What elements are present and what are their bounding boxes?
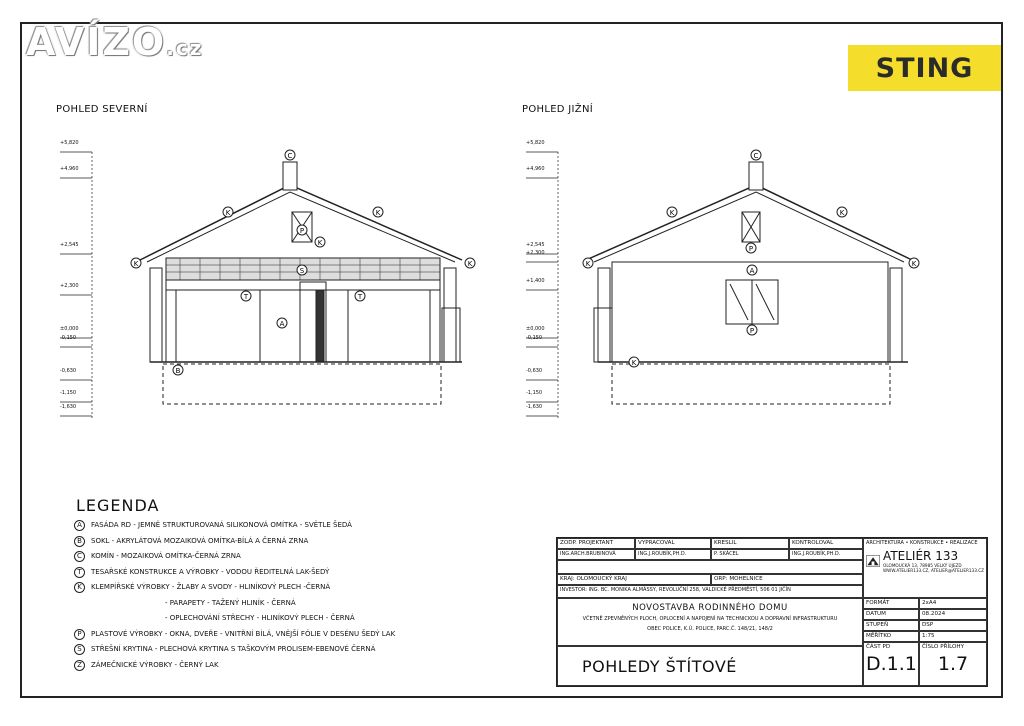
svg-text:K: K — [317, 239, 323, 247]
studio-logo-icon — [866, 548, 880, 574]
legend-item: S STŘEŠNÍ KRYTINA - PLECHOVÁ KRYTINA S TAŠKOVÝM PROLISEM-EBENOVÉ ČERNÁ — [74, 642, 395, 658]
legend-symbol: A — [74, 520, 85, 531]
svg-text:B: B — [175, 367, 181, 375]
studio-stamp: ARCHITEKTURA • KONSTRUKCE • REALIZACE ATELIÉR 133 OLOMOUCKÁ 13, 78985 VELKÝ ÚJEZD WWW.ATELIER133.CZ, ATELIER@ATELIER133.CZ — [863, 538, 987, 598]
view-title-south: POHLED JIŽNÍ — [522, 104, 593, 115]
svg-text:K: K — [631, 359, 637, 367]
svg-text:K: K — [133, 260, 139, 268]
legend-item: C KOMÍN - MOZAIKOVÁ OMÍTKA-ČERNÁ ZRNA — [74, 549, 395, 565]
legend-symbol: P — [74, 629, 85, 640]
svg-text:K: K — [585, 260, 591, 268]
sheet-name: POHLEDY ŠTÍTOVÉ — [557, 646, 863, 686]
svg-text:T: T — [243, 293, 249, 301]
svg-text:A: A — [749, 267, 755, 275]
svg-text:K: K — [375, 209, 381, 217]
title-block: ZODP. PROJEKTANT VYPRACOVAL KRESLIL KONTROLOVAL ING.ARCH.BRUBINOVÁ ING.J.ROUBÍK,PH.D. P. SKÁCEL ING.J.ROUBÍK,PH.D. KRAJ: OLOMOUCKÝ KRAJ ORP: MOHELNICE INVESTOR: ING. BC. MONIKA ALMÁSSY, REVOLUČNÍ 258, VALDICKÉ PŘEDMĚSTÍ, 506 01 JIČÍN NOVOSTAVBA RODINNÉHO DOMU VČETNĚ ZPEVNĚNÝCH PLOCH, OPLOCENÍ A NAPOJENÍ NA TECHNICKOU A DOPRAVNÍ INFRASTRUKTURU OBEC POLICE, K.Ú. POLICE, PARC.Č. 148/21, 148/2 POHLEDY ŠTÍTOVÉ ARCHITEKTURA • KONSTRUKCE • REALIZACE ATELIÉR 133 OLOMOUCKÁ 13, 78985 VELKÝ ÚJEZD WWW.ATELIER133.CZ, ATELIER@ATELIER133.CZ FORMÁT 2xA4 DATUM 08.2024 STUPEŇ DSP MĚŘÍTKO 1:75 ČÁST PD D.1.1 ČÍSLO PŘÍLOHY 1.7 — [556, 537, 988, 687]
svg-text:K: K — [467, 260, 473, 268]
legend-subitem: - PARAPETY - TAŽENÝ HLINÍK - ČERNÁ — [165, 598, 296, 607]
legend-symbol: T — [74, 567, 85, 578]
part-cell: ČÁST PD D.1.1 — [863, 642, 919, 686]
legend-symbol: S — [74, 644, 85, 655]
legend-item: Z ZÁMEČNICKÉ VÝROBKY - ČERNÝ LAK — [74, 658, 395, 674]
project-description: NOVOSTAVBA RODINNÉHO DOMU VČETNĚ ZPEVNĚNÝCH PLOCH, OPLOCENÍ A NAPOJENÍ NA TECHNICKOU A DOPRAVNÍ INFRASTRUKTURU OBEC POLICE, K.Ú. POLICE, PARC.Č. 148/21, 148/2 — [557, 598, 863, 646]
south-elevation-drawing — [516, 130, 956, 430]
legend-item: B SOKL - AKRYLÁTOVÁ MOZAIKOVÁ OMÍTKA-BÍLÁ A ČERNÁ ZRNA — [74, 534, 395, 550]
svg-text:K: K — [839, 209, 845, 217]
legend-list — [74, 518, 395, 673]
avizo-watermark-logo: AVÍZO.cz — [26, 20, 204, 64]
sting-badge: STING — [848, 45, 1001, 91]
north-elevation-drawing — [50, 130, 490, 430]
svg-text:C: C — [753, 152, 759, 160]
svg-text:K: K — [911, 260, 917, 268]
legend-item: K KLEMPÍŘSKÉ VÝROBKY - ŽLABY A SVODY - HLINÍKOVÝ PLECH -ČERNÁ — [74, 580, 395, 596]
svg-text:P: P — [299, 227, 305, 235]
legend-item: T TESAŘSKÉ KONSTRUKCE A VÝROBKY - VODOU ŘEDITELNÁ LAK-ŠEDÝ — [74, 565, 395, 581]
svg-text:K: K — [669, 209, 675, 217]
svg-text:P: P — [749, 327, 755, 335]
legend-subitem: - OPLECHOVÁNÍ STŘECHY - HLINÍKOVÝ PLECH - ČERNÁ — [165, 614, 355, 622]
svg-text:S: S — [299, 267, 305, 275]
svg-text:T: T — [357, 293, 363, 301]
legend-title: LEGENDA — [76, 496, 160, 515]
legend-symbol: C — [74, 551, 85, 562]
svg-text:P: P — [748, 245, 754, 253]
legend-symbol: Z — [74, 660, 85, 671]
svg-text:A: A — [279, 320, 285, 328]
level-markers — [526, 152, 558, 420]
legend-item: A FASÁDA RD - JEMNĚ STRUKTUROVANÁ SILIKONOVÁ OMÍTKA - SVĚTLE ŠEDÁ — [74, 518, 395, 534]
legend-item: P PLASTOVÉ VÝROBKY - OKNA, DVEŘE - VNITŘNÍ BÍLÁ, VNĚJŠÍ FÓLIE V DESÉNU ŠEDÝ LAK — [74, 627, 395, 643]
legend-symbol: K — [74, 582, 85, 593]
legend-symbol: B — [74, 536, 85, 547]
view-title-north: POHLED SEVERNÍ — [56, 104, 148, 115]
svg-text:K: K — [225, 209, 231, 217]
svg-text:C: C — [287, 152, 293, 160]
annex-cell: ČÍSLO PŘÍLOHY 1.7 — [919, 642, 987, 686]
